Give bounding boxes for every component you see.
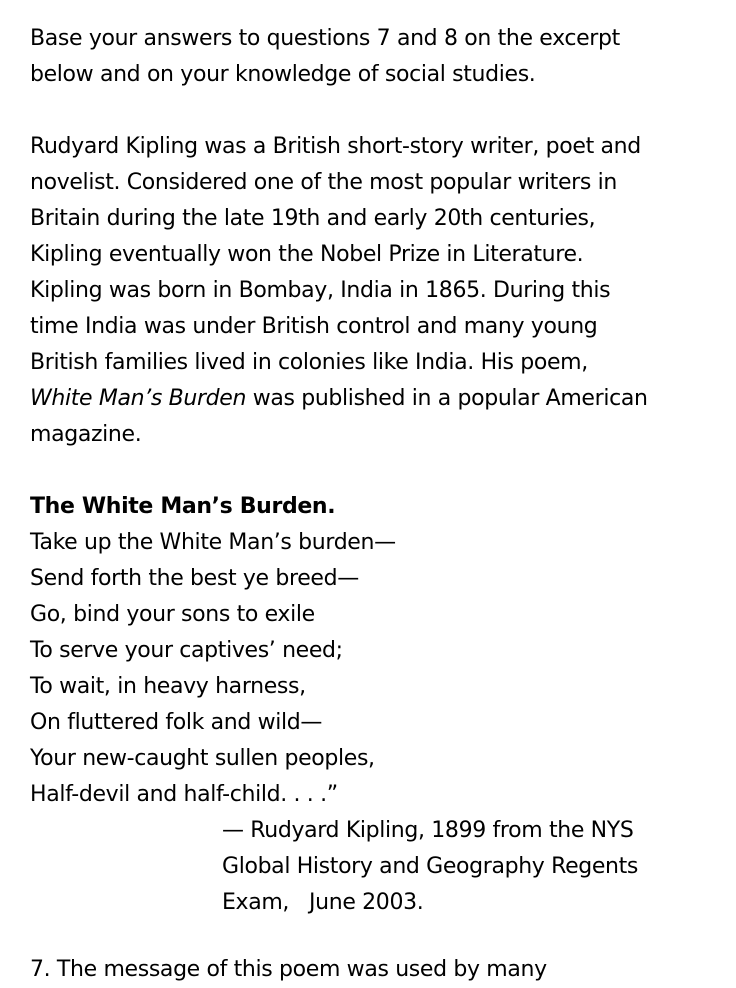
bio-line-rest: was published in a popular American: [246, 386, 648, 411]
paragraph-gap: [30, 453, 730, 489]
poem-line: Take up the White Man’s burden—: [30, 530, 396, 555]
poem-line: Half-devil and half-child. . . .”: [30, 782, 338, 807]
instructions-line: below and on your knowledge of social studies.: [30, 62, 536, 87]
kipling-bio-paragraph: [30, 129, 730, 453]
bio-line: Rudyard Kipling was a British short-story writer, poet and: [30, 134, 641, 159]
instructions: [30, 21, 730, 93]
paragraph-gap: [30, 93, 730, 129]
bio-line-poem-reference: [30, 381, 730, 417]
question-7-partial: 7. The message of this poem was used by many: [30, 957, 547, 982]
poem-line: Your new-caught sullen peoples,: [30, 746, 375, 771]
attribution-line: Exam, June 2003.: [222, 890, 424, 915]
bio-line: magazine.: [30, 422, 142, 447]
bio-line: novelist. Considered one of the most popular writers in: [30, 170, 617, 195]
poem-line: Send forth the best ye breed—: [30, 566, 359, 591]
bio-line: Kipling was born in Bombay, India in 1865. During this: [30, 278, 611, 303]
instructions-line: Base your answers to questions 7 and 8 on the excerpt: [30, 26, 620, 51]
poem-line: Go, bind your sons to exile: [30, 602, 315, 627]
poem-attribution: [222, 813, 730, 921]
bio-line: Britain during the late 19th and early 20th centuries,: [30, 206, 596, 231]
poem-line: To wait, in heavy harness,: [30, 674, 306, 699]
poem-excerpt: [30, 489, 730, 813]
attribution-line: — Rudyard Kipling, 1899 from the NYS: [222, 818, 634, 843]
poem-line: On fluttered folk and wild—: [30, 710, 323, 735]
bio-line: British families lived in colonies like India. His poem,: [30, 350, 588, 375]
document-page: [30, 21, 730, 921]
poem-name-italic: White Man’s Burden: [30, 386, 247, 411]
poem-title: The White Man’s Burden.: [30, 494, 336, 519]
attribution-line: Global History and Geography Regents: [222, 854, 639, 879]
bio-line: time India was under British control and many young: [30, 314, 598, 339]
poem-line: To serve your captives’ need;: [30, 638, 343, 663]
bio-line: Kipling eventually won the Nobel Prize in Literature.: [30, 242, 584, 267]
